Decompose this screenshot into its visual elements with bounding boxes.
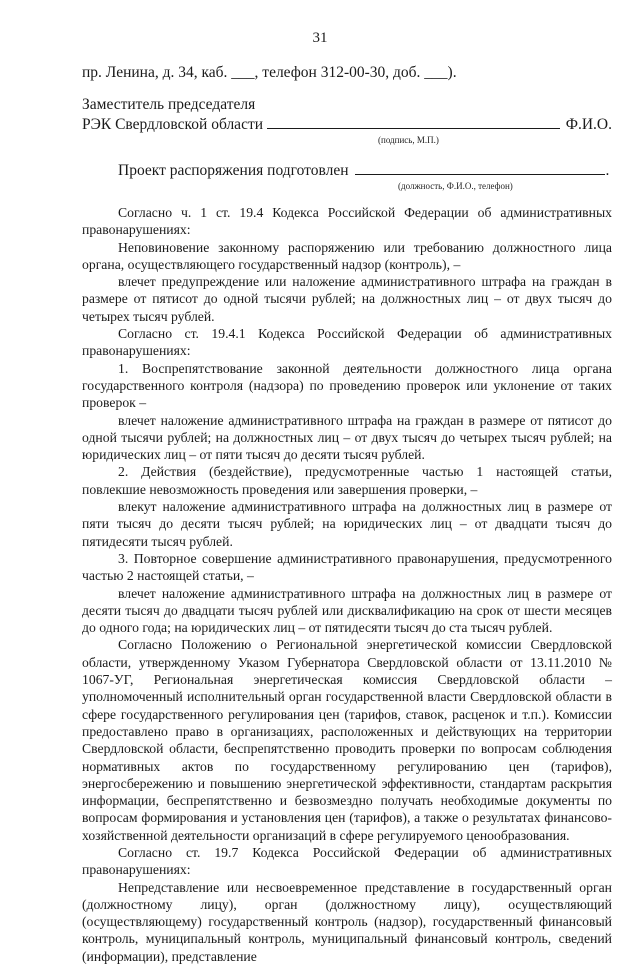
paragraph: Неповиновение законному распоряжению или требованию должностного лица органа, осуществляющего государственный надзор (контроль), – bbox=[82, 239, 612, 272]
paragraph: влечет предупреждение или наложение административного штрафа на граждан в размере от пятисот до одной тысячи рублей; на должностных лиц – от двух тысяч до четырех тысяч рублей. bbox=[82, 274, 612, 324]
paragraph: влечет наложение административного штрафа на граждан в размере от пятисот до одной тысячи рублей; на должностных лиц – от двух тысяч до четырех тысяч рублей; на юридических лиц – от пяти тысяч до десяти тысяч рублей. bbox=[82, 412, 612, 463]
paragraph: Согласно Положению о Региональной энергетической комиссии Свердловской области, утвержденному Указом Губернатора Свердловской области от 13.11.2010 № 1067-УГ, Региональная энергетическая комиссия Свердловской области – уполномоченный исполнительный орган государственной власти Свердловской области в сфере государственного регулирования цен (тарифов, ставок, расценок и т.п.). Комиссии предоставлено право в организациях, расположенных и действующих на территории Свердловской области, беспрепятственно проводить проверки по вопросам соблюдения нормативных актов по государственному регулированию цен (тарифов), энергосбережению и повышению энергетической эффективности, стандартам раскрытия информации, беспрепятственно и безвозмездно получать необходимые документы по вопросам формирования и установления цен (тарифов), а также о результатах финансово-хозяйственной деятельности организаций в сфере регулируемого ценообразования. bbox=[82, 637, 612, 843]
page-number: 31 bbox=[312, 30, 328, 46]
prepared-end: . bbox=[605, 162, 610, 179]
deputy-title: Заместитель председателя bbox=[82, 96, 256, 113]
paragraph: влекут наложение административного штрафа на должностных лиц в размере от пяти тысяч до десяти тысяч рублей; на юридических лиц – от двадцати тысяч до пятидесяти тысяч рублей. bbox=[82, 499, 612, 549]
fio-label: Ф.И.О. bbox=[565, 116, 612, 133]
paragraph: Согласно ст. 19.4.1 Кодекса Российской Федерации об административных правонарушениях: bbox=[82, 326, 612, 359]
prepared-label: Проект распоряжения подготовлен bbox=[118, 162, 349, 179]
paragraph: 3. Повторное совершение административного правонарушения, предусмотренного частью 2 настоящей статьи, – bbox=[82, 550, 612, 584]
prepared-note: (должность, Ф.И.О., телефон) bbox=[398, 181, 513, 191]
rek-line-label: РЭК Свердловской области bbox=[82, 116, 264, 133]
address-line: пр. Ленина, д. 34, каб. ___, телефон 312-00-30, доб. ___). bbox=[82, 64, 457, 81]
signature-note: (подпись, М.П.) bbox=[378, 135, 439, 145]
signature-blank bbox=[267, 116, 560, 129]
signature-line bbox=[82, 116, 612, 134]
prepared-line bbox=[118, 162, 618, 180]
paragraph: Непредставление или несвоевременное представление в государственный орган (должностному лицу), орган (должностному лицу), осуществляющий (осуществляющему) государственный контроль (надзор), государственный финансовый контроль, муниципальный контроль, муниципальный финансовый контроль, сведений (информации), представление bbox=[82, 879, 612, 964]
paragraph: влечет наложение административного штрафа на должностных лиц в размере от десяти тысяч до двадцати тысяч рублей или дисквалификацию на срок от шести месяцев до одного года; на юридических лиц – от пятидесяти тысяч до ста тысяч рублей. bbox=[82, 585, 612, 636]
document-body bbox=[82, 202, 612, 965]
prepared-blank bbox=[355, 162, 605, 175]
paragraph: 1. Воспрепятствование законной деятельности должностного лица органа государственного контроля (надзора) по проведению проверок или уклонение от таких проверок – bbox=[82, 360, 612, 411]
paragraph: 2. Действия (бездействие), предусмотренные частью 1 настоящей статьи, повлекшие невозможность проведения или завершения проверки, – bbox=[82, 464, 612, 497]
paragraph: Согласно ст. 19.7 Кодекса Российской Федерации об административных правонарушениях: bbox=[82, 844, 612, 878]
paragraph: Согласно ч. 1 ст. 19.4 Кодекса Российской Федерации об административных правонарушениях: bbox=[82, 205, 612, 238]
